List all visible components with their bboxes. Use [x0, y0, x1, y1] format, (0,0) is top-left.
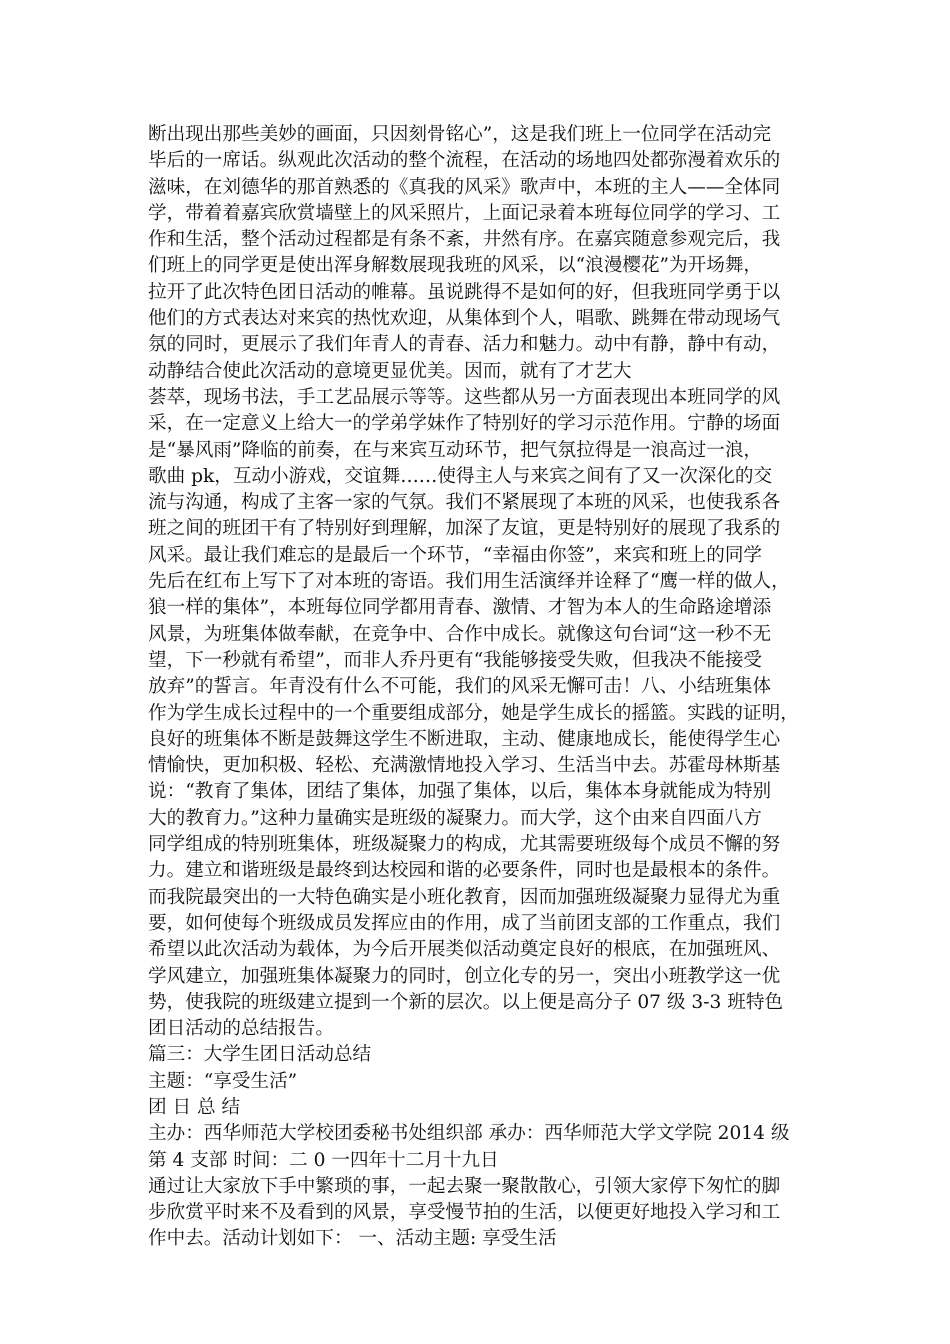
text-line-16: 班之间的班团干有了特别好到理解，加深了友谊，更是特别好的展现了我系的 — [148, 518, 781, 540]
text-line-23: 作为学生成长过程中的一个重要组成部分，她是学生成长的摇篮。实践的证明， — [148, 702, 799, 724]
text-line-19: 狼一样的集体”，本班每位同学都用青春、激情、才智为本人的生命路途增添 — [148, 597, 772, 619]
text-line-42: 步欣赏平时来不及看到的风景，享受慢节拍的生活，以便更好地投入学习和工 — [148, 1202, 781, 1224]
text-line-6: 们班上的同学更是使出浑身解数展现我班的风采，以“浪漫樱花”为开场舞， — [148, 255, 763, 277]
text-line-5: 作和生活，整个活动过程都是有条不紊，井然有序。在嘉宾随意参观完后，我 — [148, 229, 781, 251]
text-line-4: 学，带着着嘉宾欣赏墙壁上的风采照片，上面记录着本班每位同学的学习、工 — [148, 202, 781, 224]
text-line-13: 是“暴风雨”降临的前奏，在与来宾互动环节，把气氛拉得是一浪高过一浪， — [148, 439, 763, 461]
text-line-29: 力。建立和谐班级是最终到达校园和谐的必要条件，同时也是最根本的条件。 — [148, 860, 781, 882]
text-line-28: 同学组成的特别班集体，班级凝聚力的构成，尤其需要班级每个成员不懈的努 — [148, 834, 781, 856]
text-line-2: 毕后的一席话。纵观此次活动的整个流程，在活动的场地四处都弥漫着欢乐的 — [148, 150, 781, 172]
theme-line: 主题：“享受生活” — [148, 1070, 298, 1092]
text-line-10: 动静结合使此次活动的意境更显优美。因而，就有了才艺大 — [148, 360, 632, 382]
text-line-11: 荟萃，现场书法，手工艺品展示等等。这些都从另一方面表现出本班同学的风 — [148, 386, 781, 408]
summary-title: 团 日 总 结 — [148, 1096, 241, 1118]
text-line-7: 拉开了此次特色团日活动的帷幕。虽说跳得不是如何的好，但我班同学勇于以 — [148, 281, 781, 303]
text-line-9: 氛的同时，更展示了我们年青人的青春、活力和魅力。动中有静，静中有动， — [148, 334, 781, 356]
text-line-24: 良好的班集体不断是鼓舞这学生不断进取，主动、健康地成长，能使得学生心 — [148, 728, 781, 750]
text-line-18: 先后在红布上写下了对本班的寄语。我们用生活演绎并诠释了“鹰一样的做人， — [148, 571, 790, 593]
text-line-17: 风采。最让我们难忘的是最后一个环节，“幸福由你签”，来宾和班上的同学 — [148, 544, 763, 566]
text-line-15: 流与沟通，构成了主客一家的气氛。我们不紧展现了本班的风采，也使我系各 — [148, 492, 781, 514]
document-body-text — [148, 122, 848, 1253]
text-line-34: 势，使我院的班级建立提到一个新的层次。以上便是高分子 07 级 3-3 班特色 — [148, 991, 784, 1013]
text-line-26: 说：“教育了集体，团结了集体，加强了集体，以后，集体本身就能成为特别 — [148, 781, 772, 803]
text-line-35: 团日活动的总结报告。 — [148, 1018, 334, 1040]
text-line-43: 作中去。活动计划如下： 一、活动主题: 享受生活 — [148, 1228, 557, 1250]
section-heading: 篇三：大学生团日活动总结 — [148, 1044, 372, 1066]
organizer-line: 主办：西华师范大学校团委秘书处组织部 承办：西华师范大学文学院 2014 级 — [148, 1123, 790, 1145]
text-line-1: 断出现出那些美妙的画面，只因刻骨铭心”，这是我们班上一位同学在活动完 — [148, 124, 772, 145]
text-line-33: 学风建立，加强班集体凝聚力的同时，创立化专的另一，突出小班教学这一优 — [148, 965, 781, 987]
text-line-12: 采，在一定意义上给大一的学弟学妹作了特别好的学习示范作用。宁静的场面 — [148, 413, 781, 435]
text-line-32: 希望以此次活动为载体，为今后开展类似活动奠定良好的根底，在加强班风、 — [148, 939, 781, 961]
text-line-8: 他们的方式表达对来宾的热忱欢迎，从集体到个人，唱歌、跳舞在带动现场气 — [148, 308, 781, 330]
text-line-3: 滋味，在刘德华的那首熟悉的《真我的风采》歌声中，本班的主人——全体同 — [148, 176, 781, 198]
text-line-22: 放弃”的誓言。年青没有什么不可能，我们的风采无懈可击！八、小结班集体 — [148, 676, 772, 698]
text-line-27: 大的教育力。”这种力量确实是班级的凝聚力。而大学，这个由来自四面八方 — [148, 807, 762, 829]
text-line-25: 情愉快，更加积极、轻松、充满激情地投入学习、生活当中去。苏霍母林斯基 — [148, 755, 781, 777]
text-line-31: 要，如何使每个班级成员发挥应由的作用，成了当前团支部的工作重点，我们 — [148, 912, 781, 934]
text-line-14: 歌曲 pk，互动小游戏，交谊舞……使得主人与来宾之间有了又一次深化的交 — [148, 465, 773, 487]
text-line-21: 望，下一秒就有希望”，而非人乔丹更有“我能够接受失败，但我决不能接受 — [148, 649, 763, 671]
text-line-20: 风景，为班集体做奉献，在竞争中、合作中成长。就像这句台词“这一秒不无 — [148, 623, 772, 645]
branch-time-line: 第 4 支部 时间：二 0 一四年十二月十九日 — [148, 1149, 499, 1171]
text-line-30: 而我院最突出的一大特色确实是小班化教育，因而加强班级凝聚力显得尤为重 — [148, 886, 781, 908]
text-line-41: 通过让大家放下手中繁琐的事，一起去聚一聚散散心，引领大家停下匆忙的脚 — [148, 1175, 781, 1197]
